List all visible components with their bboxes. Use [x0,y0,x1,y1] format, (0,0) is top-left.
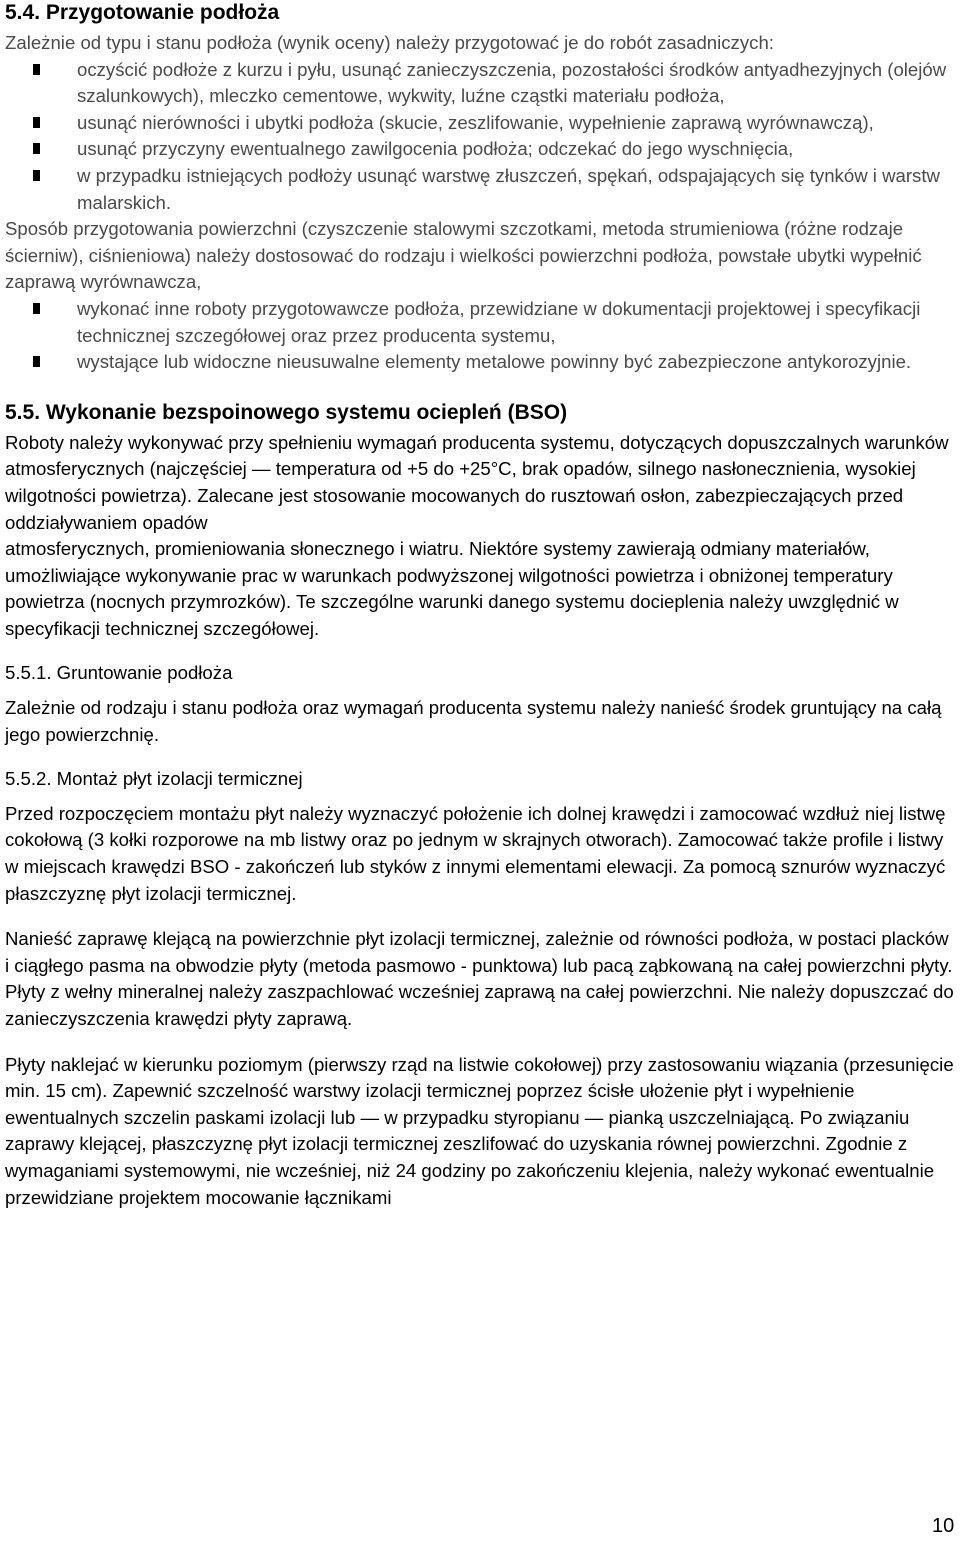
list-item: usunąć przyczyny ewentualnego zawilgocenia podłoża; odczekać do jego wyschnięcia, [5,136,955,163]
page-number: 10 [932,1515,955,1537]
preparation-list [5,57,955,217]
section-5-4-method-text: Sposób przygotowania powierzchni (czyszczenie stalowymi szczotkami, metoda strumieniowa (różne rodzaje ścierniw), ciśnieniowa) należy dostosować do rodzaju i wielkości powierzchni podłoża, powstałe ubytki wypełnić zaprawą wyrównawcza, [5,218,922,293]
square-bullet-icon [33,170,40,181]
section-5-4-intro: Zależnie od typu i stanu podłoża (wynik oceny) należy przygotować je do robót zasadniczych: [5,32,774,53]
list-item: wykonać inne roboty przygotowawcze podłoża, przewidziane w dokumentacji projektowej i specyfikacji technicznej szczegółowej oraz przez producenta systemu, [5,296,955,349]
square-bullet-icon [33,303,40,314]
section-5-5-2-para-3: Płyty naklejać w kierunku poziomym (pierwszy rząd na listwie cokołowej) przy zastosowaniu wiązania (przesunięcie min. 15 cm). Zapewnić szczelność warstwy izolacji termicznej poprzez ścisłe ułożenie płyt i wypełnienie ewentualnych szczelin paskami izolacji lub — w przypadku styropianu — pianką uszczelniającą. Po związaniu zaprawy klejącej, płaszczyznę płyt izolacji termicznej zeszlifować do uzyskania równej powierzchni. Zgodnie z wymaganiami systemowymi, nie wcześniej, niż 24 godziny po zakończeniu klejenia, należy wykonać ewentualnie przewidziane projektem mocowanie łącznikami [5,1053,954,1208]
section-5-5-2-heading: 5.5.2. Montaż płyt izolacji termicznej [5,768,303,790]
list-item: usunąć nierówności i ubytki podłoża (skucie, zeszlifowanie, wypełnienie zaprawą wyrównawczą), [5,110,955,137]
list-item: oczyścić podłoże z kurzu i pyłu, usunąć zanieczyszczenia, pozostałości środków antyadhezyjnych (olejów szalunkowych), mleczko cementowe, wykwity, luźne cząstki materiału podłoża, [5,57,955,110]
document-page [5,0,955,1211]
square-bullet-icon [33,356,40,367]
section-5-5-para-2: atmosferycznych, promieniowania słonecznego i wiatru. Niektóre systemy zawierają odmiany materiałów, umożliwiające wykonywanie prac w warunkach podwyższonej wilgotności powietrza i obniżonej temperatury powietrza (nocnych przymrozków). Te szczególne warunki danego systemu docieplenia należy uwzględnić w specyfikacji technicznej szczegółowej. [5,538,899,639]
section-5-5-2-para-2: Nanieść zaprawę klejącą na powierzchnie płyt izolacji termicznej, zależnie od równości podłoża, w postaci placków i ciągłego pasma na obwodzie płyty (metoda pasmowo - punktowa) lub pacą ząbkowaną na całej powierzchni płyty. Płyty z wełny mineralnej należy zaszpachlować wcześniej zaprawą na całej powierzchni. Nie należy dopuszczać do zanieczyszczenia krawędzi płyty zaprawą. [5,928,954,1029]
square-bullet-icon [33,143,40,154]
section-5-5-2-para-1: Przed rozpoczęciem montażu płyt należy wyznaczyć położenie ich dolnej krawędzi i zamocować wzdłuż niej listwę cokołową (3 kołki rozporowe na mb listwy oraz po jednym w skrajnych otworach). Zamocować także profile i listwy w miejscach krawędzi BSO - zakończeń lub styków z innymi elementami elewacji. Za pomocą sznurów wyznaczyć płaszczyznę płyt izolacji termicznej. [5,802,946,904]
list-item: w przypadku istniejących podłoży usunąć warstwę złuszczeń, spękań, odspajających się tynków i warstw malarskich. [5,163,955,216]
list-item: wystające lub widoczne nieusuwalne elementy metalowe powinny być zabezpieczone antykorozyjnie. [5,349,955,376]
section-5-5-1-heading: 5.5.1. Gruntowanie podłoża [5,662,233,684]
section-5-5-1-para: Zależnie od rodzaju i stanu podłoża oraz wymagań producenta systemu należy nanieść środek gruntujący na całą jego powierzchnię. [5,697,942,745]
section-5-5-heading: 5.5. Wykonanie bezspoinowego systemu ociepleń (BSO) [5,400,568,424]
square-bullet-icon [33,117,40,128]
preparation-list-cont [5,296,955,376]
section-5-5-para-1: Roboty należy wykonywać przy spełnieniu wymagań producenta systemu, dotyczących dopuszczalnych warunków atmosferycznych (najczęściej — temperatura od +5 do +25°C, brak opadów, silnego nasłonecznienia, wysokiej wilgotności powietrza). Zalecane jest stosowanie mocowanych do rusztowań osłon, zabezpieczających przed oddziaływaniem opadów [5,431,949,533]
section-5-4-heading: 5.4. Przygotowanie podłoża [5,1,280,24]
square-bullet-icon [33,64,40,75]
